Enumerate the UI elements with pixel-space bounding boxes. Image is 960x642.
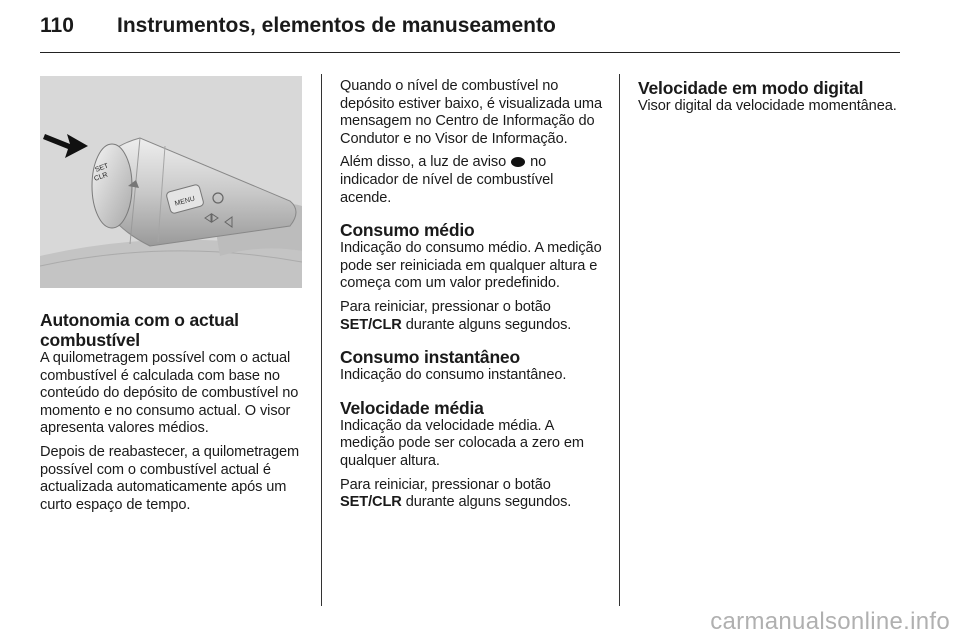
section-velocidade-media	[340, 398, 606, 512]
warning-text-after: no indicador de nível de combustível acende.	[340, 154, 554, 206]
paragraph-fuel-low: Quando o nível de combustível no depósito estiver baixo, é visualizada uma mensagem no Centro de Informação do Condutor e no Visor de Informação.	[340, 78, 602, 147]
reset-text-after: durante alguns segundos.	[405, 316, 572, 333]
reset-text-before: Para reiniciar, pressionar o botão	[340, 298, 551, 315]
set-label: SET	[94, 162, 110, 174]
paragraph-autonomia-2: Depois de reabastecer, a quilometragem possível com o combustível actual é actualizada automaticamente após um curto espaço de tempo.	[40, 443, 300, 513]
column-divider-1	[321, 74, 322, 606]
warning-text-before: Além disso, a luz de aviso	[340, 154, 507, 171]
column-1	[40, 76, 306, 514]
column-2	[340, 78, 606, 512]
header-title: Instrumentos, elementos de manuseamento	[117, 14, 556, 37]
paragraph-velocidade-digital: Visor digital da velocidade momentânea.	[638, 98, 897, 114]
paragraph-consumo-medio-1: Indicação do consumo médio. A medição pode ser reiniciada em qualquer altura e começa com um valor predefinido.	[340, 240, 602, 292]
heading-velocidade-digital: Velocidade em modo digital	[638, 78, 864, 98]
section-consumo-instantaneo	[340, 347, 606, 385]
set-clr-keyword: SET/CLR	[340, 316, 402, 333]
section-consumo-medio	[340, 220, 606, 334]
heading-consumo-instantaneo: Consumo instantâneo	[340, 347, 520, 368]
column-divider-2	[619, 74, 620, 606]
paragraph-consumo-instantaneo: Indicação do consumo instantâneo.	[340, 367, 567, 384]
clr-label: CLR	[93, 171, 109, 183]
heading-consumo-medio: Consumo médio	[340, 220, 475, 241]
column-3	[638, 78, 900, 116]
watermark-url: carmanualsonline.info	[710, 608, 950, 635]
page-header	[40, 14, 900, 53]
reset-text-after: durante alguns segundos.	[405, 494, 572, 511]
stalk-illustration	[40, 76, 302, 288]
heading-autonomia: Autonomia com o actual combustível	[40, 310, 239, 350]
paragraph-autonomia-1: A quilometragem possível com o actual combustível é calculada com base no conteúdo do depósito de combustível no momento e no consumo actual. O visor apresenta valores médios.	[40, 350, 299, 437]
heading-velocidade-media: Velocidade média	[340, 397, 484, 418]
paragraph-velocidade-media-2	[340, 477, 606, 512]
reset-text-before: Para reiniciar, pressionar o botão	[340, 476, 551, 493]
paragraph-velocidade-media-1: Indicação da velocidade média. A medição pode ser colocada a zero em qualquer altura.	[340, 417, 584, 469]
stalk-drawing	[40, 76, 302, 288]
fuel-warning-icon	[511, 157, 525, 167]
paragraph-consumo-medio-2	[340, 299, 606, 334]
page-number: 110	[40, 14, 74, 37]
set-clr-keyword: SET/CLR	[340, 494, 402, 511]
menu-label: MENU	[174, 195, 196, 208]
paragraph-warning-light	[340, 154, 606, 207]
